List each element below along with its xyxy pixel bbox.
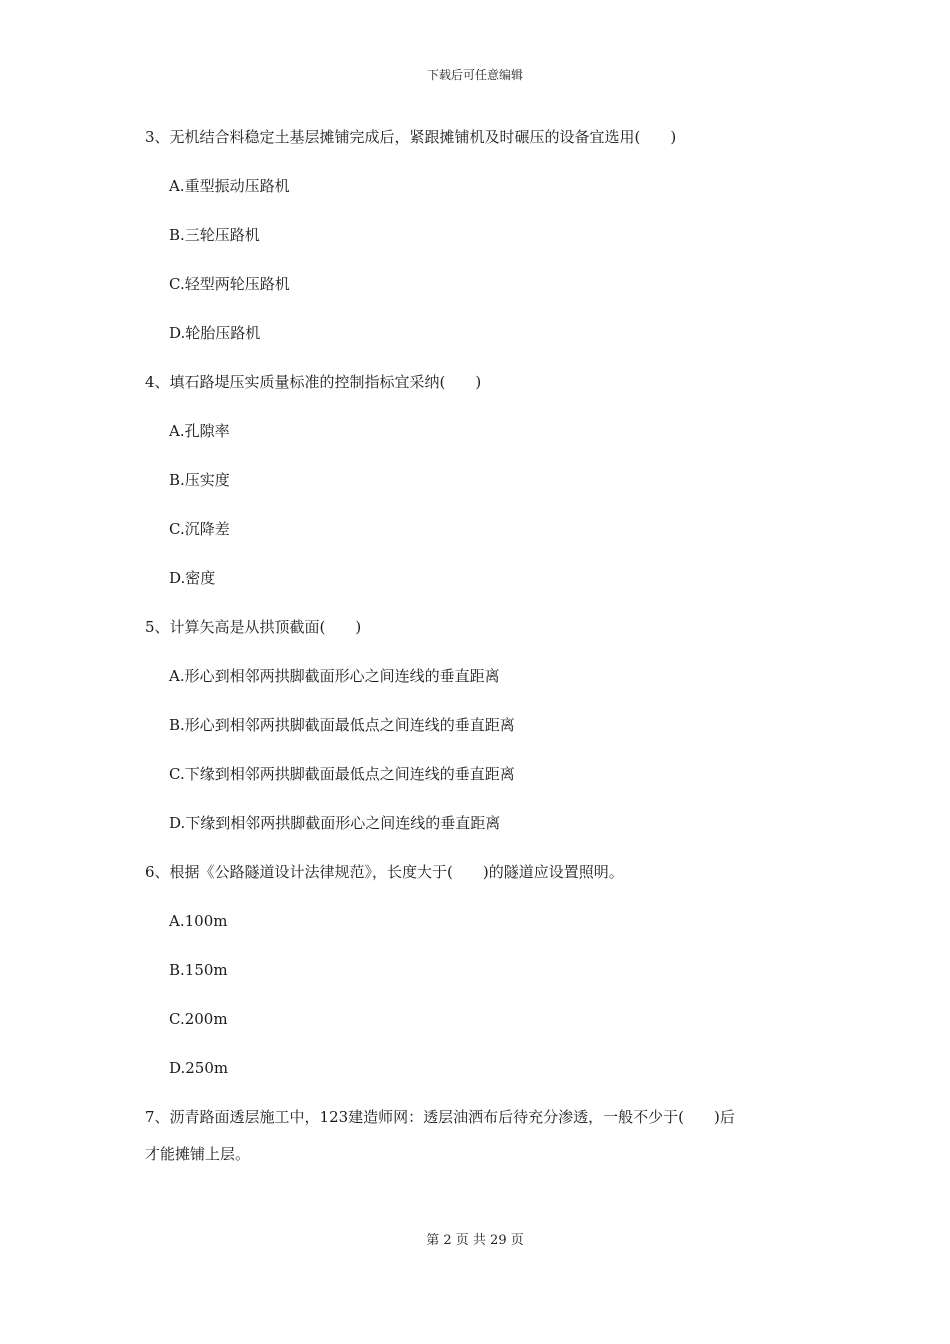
question-3-option-d: D.轮胎压路机 bbox=[169, 324, 261, 342]
document-body bbox=[145, 126, 815, 1165]
question-4-option-b: B.压实度 bbox=[169, 471, 230, 489]
question-5-option-a: A.形心到相邻两拱脚截面形心之间连线的垂直距离 bbox=[169, 667, 500, 685]
question-3-option-b: B.三轮压路机 bbox=[169, 226, 260, 244]
question-5-option-b: B.形心到相邻两拱脚截面最低点之间连线的垂直距离 bbox=[169, 716, 515, 734]
question-6: 6、根据《公路隧道设计法律规范》，长度大于( )的隧道应设置照明。 bbox=[145, 863, 624, 881]
question-4-option-a: A.孔隙率 bbox=[169, 422, 230, 440]
question-5: 5、计算矢高是从拱顶截面( ) bbox=[145, 618, 362, 636]
question-4-option-c: C.沉降差 bbox=[169, 520, 230, 538]
question-4-option-d: D.密度 bbox=[169, 569, 216, 587]
question-5-option-c: C.下缘到相邻两拱脚截面最低点之间连线的垂直距离 bbox=[169, 765, 515, 783]
question-3: 3、无机结合料稳定土基层摊铺完成后，紧跟摊铺机及时碾压的设备宜选用( ) bbox=[145, 128, 677, 146]
question-7-line-2: 才能摊铺上层。 bbox=[145, 1145, 251, 1163]
page-header: 下载后可任意编辑 bbox=[426, 68, 523, 82]
question-6-option-b: B.150m bbox=[169, 961, 228, 979]
page-footer: 第 2 页 共 29 页 bbox=[426, 1233, 524, 1248]
question-7-line-1: 7、沥青路面透层施工中，123建造师网：透层油洒布后待充分渗透，一般不少于( )后 bbox=[145, 1108, 735, 1126]
question-6-option-c: C.200m bbox=[169, 1010, 228, 1028]
question-5-option-d: D.下缘到相邻两拱脚截面形心之间连线的垂直距离 bbox=[169, 814, 501, 832]
question-6-option-a: A.100m bbox=[169, 912, 228, 930]
question-6-option-d: D.250m bbox=[169, 1059, 229, 1077]
question-4: 4、填石路堤压实质量标准的控制指标宜采纳( ) bbox=[145, 373, 482, 391]
question-3-option-a: A.重型振动压路机 bbox=[169, 177, 290, 195]
question-3-option-c: C.轻型两轮压路机 bbox=[169, 275, 290, 293]
question-7 bbox=[145, 1106, 815, 1165]
